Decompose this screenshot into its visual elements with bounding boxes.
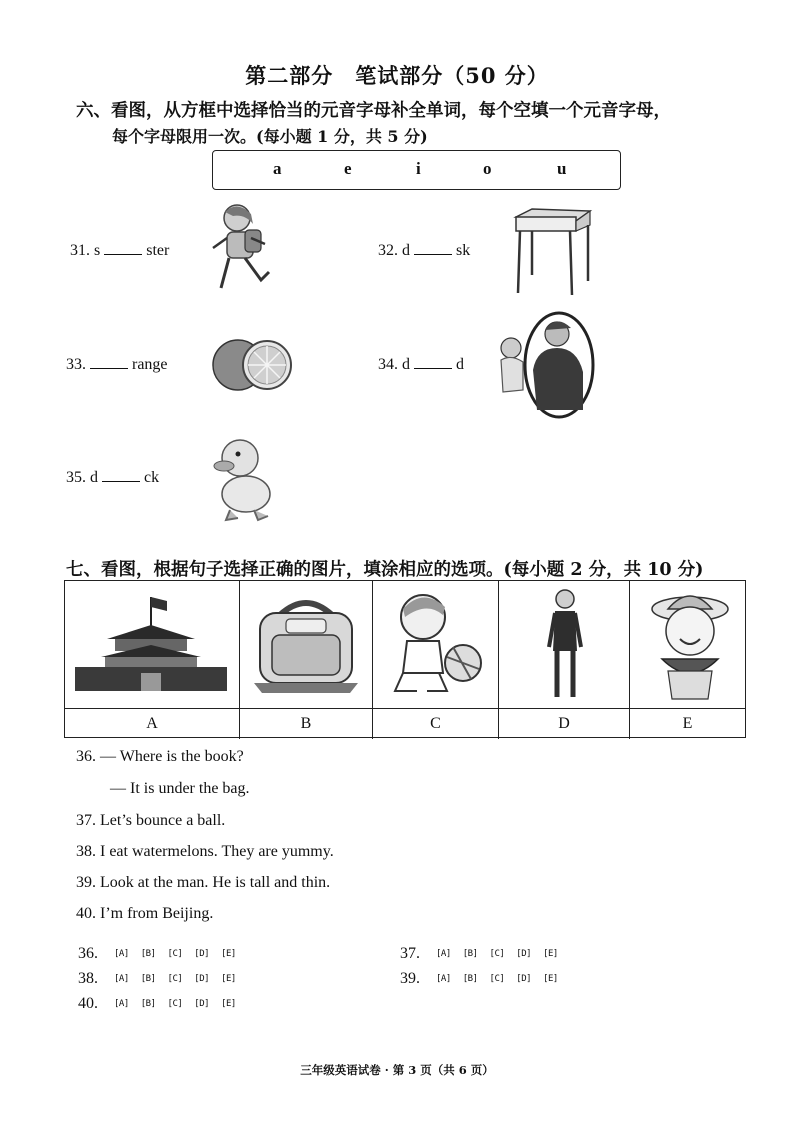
- vowel-u: u: [557, 159, 567, 178]
- answer-row-39: [400, 970, 558, 988]
- sentence-number: 39.: [76, 874, 96, 891]
- question-31: [70, 242, 169, 260]
- boy-with-ball-icon: [387, 591, 487, 701]
- answer-row-37: [400, 945, 558, 963]
- word-prefix: s: [94, 242, 101, 259]
- father-and-child-image: [493, 310, 597, 420]
- sentence-text: Look at the man. He is tall and thin.: [100, 874, 331, 891]
- bubble-e[interactable]: [E]: [221, 974, 236, 984]
- sentence-36b: [110, 780, 250, 798]
- picture-label-a: A: [65, 709, 240, 739]
- question-34: [378, 356, 464, 374]
- answer-number: 36.: [78, 945, 98, 962]
- bubble-e[interactable]: [E]: [543, 974, 558, 984]
- answer-number: 40.: [78, 995, 98, 1012]
- orange-image: [212, 338, 292, 392]
- desk-image: [510, 205, 592, 297]
- answer-row-40: [78, 995, 236, 1013]
- bubble-a[interactable]: [A]: [436, 949, 451, 959]
- tiananmen-icon: [71, 595, 231, 695]
- bubble-a[interactable]: [A]: [114, 974, 129, 984]
- sentence-36a: [76, 748, 244, 766]
- bubble-a[interactable]: [A]: [436, 974, 451, 984]
- bubble-c[interactable]: [C]: [167, 999, 183, 1009]
- bubble-e[interactable]: [E]: [221, 999, 236, 1009]
- vowel-o: o: [483, 159, 492, 178]
- picture-label-e: E: [682, 715, 693, 732]
- vowel-box: [212, 150, 621, 190]
- question-35: [66, 469, 159, 487]
- picture-table: [64, 580, 746, 738]
- bubble-d[interactable]: [D]: [516, 974, 532, 984]
- school-bag-icon: [250, 595, 362, 695]
- sentence-text: I eat watermelons. They are yummy.: [100, 843, 334, 860]
- word-suffix: range: [132, 356, 168, 373]
- answer-row-38: [78, 970, 236, 988]
- question-number: 32.: [378, 242, 398, 259]
- sentence-text: Let’s bounce a ball.: [100, 812, 226, 829]
- bubble-d[interactable]: [D]: [194, 974, 210, 984]
- sentence-number: 36.: [76, 748, 96, 765]
- bubble-b[interactable]: [B]: [140, 999, 156, 1009]
- bubble-b[interactable]: [B]: [462, 974, 478, 984]
- section6-subheading: 每个字母限用一次。(每小题 1 分，共 5 分): [112, 127, 428, 146]
- bubble-d[interactable]: [D]: [194, 999, 210, 1009]
- bubble-b[interactable]: [B]: [140, 974, 156, 984]
- vowel-i: i: [416, 159, 421, 178]
- word-prefix: d: [90, 469, 98, 486]
- vowel-e: e: [344, 159, 352, 178]
- bubble-d[interactable]: [D]: [516, 949, 532, 959]
- bubble-c[interactable]: [C]: [167, 949, 183, 959]
- bubble-b[interactable]: [B]: [140, 949, 156, 959]
- page-footer: 三年级英语试卷 · 第 3 页（共 6 页）: [300, 1063, 494, 1077]
- sentence-38: [76, 843, 334, 861]
- question-32: [378, 242, 470, 260]
- picture-label-c: C: [373, 709, 499, 739]
- tall-thin-man-icon: [543, 587, 587, 703]
- sentence-text: — Where is the book?: [100, 748, 244, 765]
- sentence-text: I’m from Beijing.: [100, 905, 214, 922]
- girl-with-backpack-image: [205, 200, 280, 298]
- bubble-b[interactable]: [B]: [462, 949, 478, 959]
- question-number: 33.: [66, 356, 86, 373]
- answer-blank[interactable]: [102, 469, 140, 482]
- answer-blank[interactable]: [104, 242, 142, 255]
- bubble-c[interactable]: [C]: [489, 949, 505, 959]
- part-title: 第二部分 笔试部分（50 分）: [245, 63, 549, 88]
- word-prefix: d: [402, 356, 410, 373]
- sentence-40: [76, 905, 213, 923]
- bubble-a[interactable]: [A]: [114, 949, 129, 959]
- vowel-a: a: [273, 159, 282, 178]
- section6-heading: 六、看图，从方框中选择恰当的元音字母补全单词，每个空填一个元音字母，: [76, 101, 671, 121]
- question-number: 31.: [70, 242, 90, 259]
- sentence-37: [76, 812, 225, 830]
- word-suffix: ster: [146, 242, 170, 259]
- picture-label-d: D: [499, 709, 630, 739]
- question-33: [66, 356, 168, 374]
- bubble-e[interactable]: [E]: [543, 949, 558, 959]
- word-suffix: sk: [456, 242, 471, 259]
- sentence-number: 37.: [76, 812, 96, 829]
- bubble-d[interactable]: [D]: [194, 949, 210, 959]
- picture-cell-d: [499, 581, 630, 709]
- sentence-39: [76, 874, 330, 892]
- sentence-number: 40.: [76, 905, 96, 922]
- question-number: 34.: [378, 356, 398, 373]
- section7-heading: 七、看图，根据句子选择正确的图片，填涂相应的选项。(每小题 2 分，共 10 分): [66, 560, 704, 580]
- word-suffix: d: [456, 356, 464, 373]
- picture-cell-e: [630, 581, 745, 709]
- picture-label-b: B: [240, 709, 373, 739]
- word-suffix: ck: [144, 469, 160, 486]
- girl-eating-watermelon-icon: [648, 587, 732, 703]
- sentence-text: — It is under the bag.: [110, 780, 250, 797]
- answer-blank[interactable]: [90, 356, 128, 369]
- answer-blank[interactable]: [414, 356, 452, 369]
- answer-blank[interactable]: [414, 242, 452, 255]
- bubble-a[interactable]: [A]: [114, 999, 129, 1009]
- answer-number: 38.: [78, 970, 98, 987]
- bubble-c[interactable]: [C]: [489, 974, 505, 984]
- picture-cell-b: [240, 581, 373, 709]
- picture-cell-c: [373, 581, 499, 709]
- question-number: 35.: [66, 469, 86, 486]
- bubble-c[interactable]: [C]: [167, 974, 183, 984]
- word-prefix: d: [402, 242, 410, 259]
- duck-image: [210, 436, 276, 522]
- bubble-e[interactable]: [E]: [221, 949, 236, 959]
- sentence-number: 38.: [76, 843, 96, 860]
- picture-cell-a: [65, 581, 240, 709]
- answer-number: 39.: [400, 970, 420, 987]
- answer-number: 37.: [400, 945, 420, 962]
- answer-row-36: [78, 945, 236, 963]
